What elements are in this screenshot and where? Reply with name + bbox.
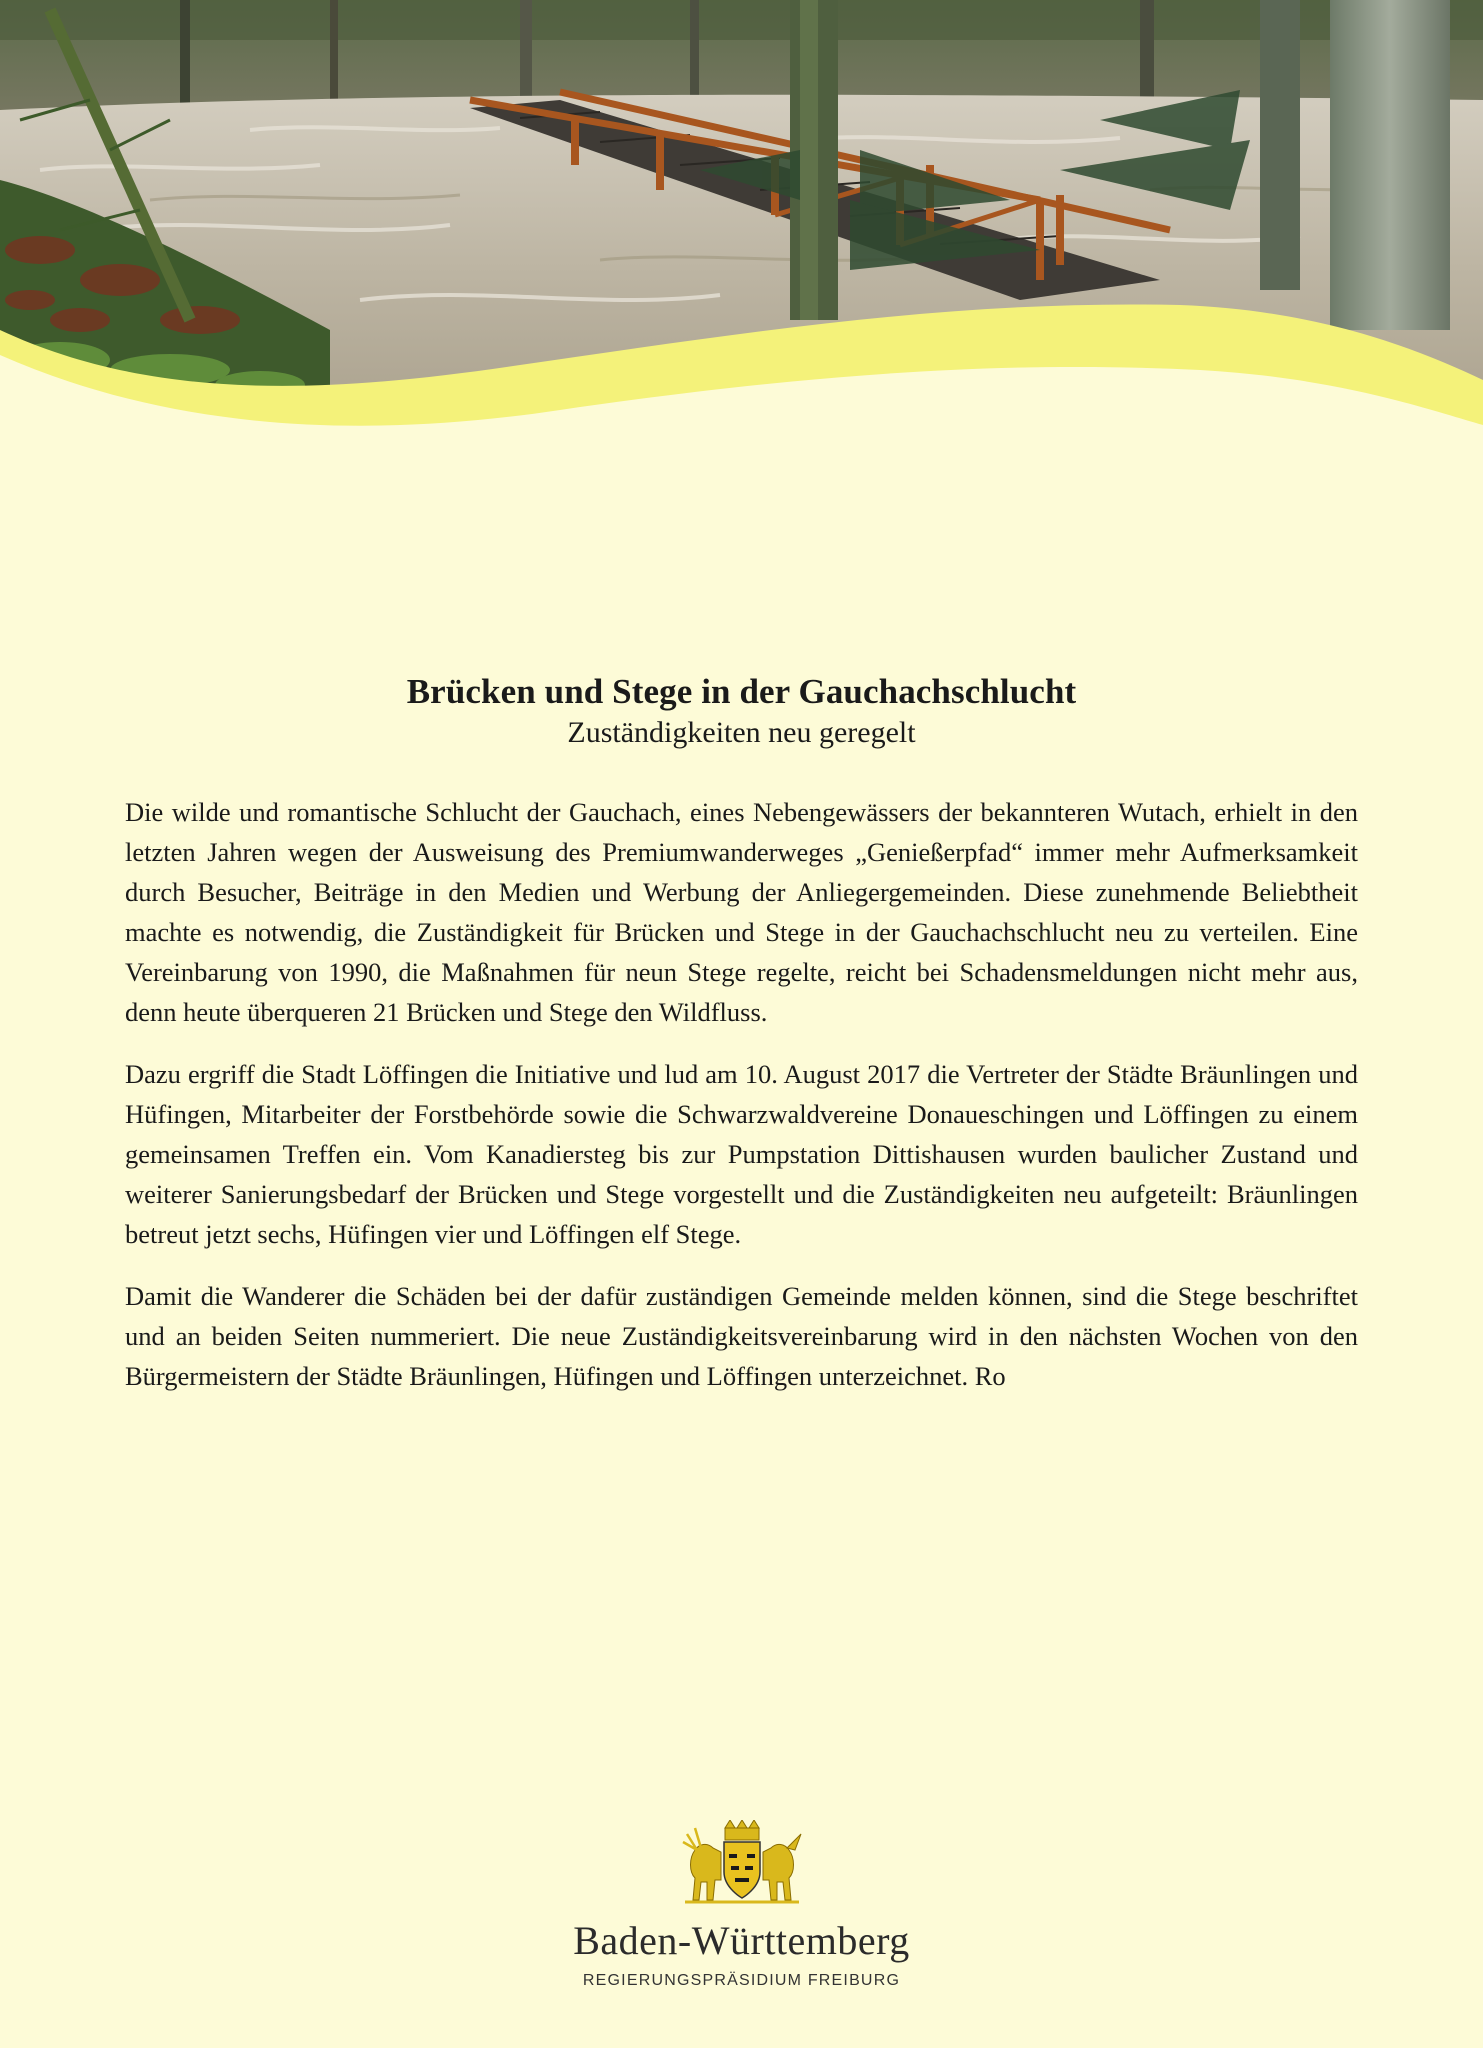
coat-of-arms-icon [677,1820,807,1910]
article-subtitle: Zuständigkeiten neu geregelt [567,716,916,749]
article-paragraph: Damit die Wanderer die Schäden bei der dafür zuständigen Gemeinde melden können, sind die Stege beschriftet und an beiden Seiten nummeriert. Die neue Zuständigkeitsvereinbarung wird in den nächsten Wochen von den Bürgermeistern der Städte Bräunlingen, Hüfingen und Löffingen unterzeichnet. Ro [125,1281,1358,1391]
gorge-bridge-illustration [0,0,1483,440]
article [125,670,1358,1418]
article-title: Brücken und Stege in der Gauchachschlucht [406,672,1077,711]
state-name: Baden-Württemberg [573,1918,910,1963]
header-photo [0,0,1483,440]
article-paragraph: Dazu ergriff die Stadt Löffingen die Initiative und lud am 10. August 2017 die Vertreter der Städte Bräunlingen und Hüfingen, Mitarbeiter der Forstbehörde sowie die Schwarzwaldvereine Donaueschingen und Löffingen zu einem gemeinsamen Treffen ein. Vom Kanadiersteg bis zur Pumpstation Dittishausen wurden baulicher Zustand und weiterer Sanierungsbedarf der Brücken und Stege vorgestellt und die Zuständigkeiten neu aufgeteilt: Bräunlingen betreut jetzt sechs, Hüfingen vier und Löffingen elf Stege. [125,1059,1358,1249]
footer-logo [0,1820,1483,1990]
agency-name: REGIERUNGSPRÄSIDIUM FREIBURG [582,1972,901,1989]
article-paragraph: Die wilde und romantische Schlucht der Gauchach, eines Nebengewässers der bekannteren Wutach, erhielt in den letzten Jahren wegen der Ausweisung des Premiumwanderweges „Genießerpfad“ immer mehr Aufmerksamkeit durch Besucher, Beiträge in den Medien und Werbung der Anliegergemeinden. Diese zunehmende Beliebtheit machte es notwendig, die Zuständigkeit für Brücken und Stege in der Gauchachschlucht neu zu verteilen. Eine Vereinbarung von 1990, die Maßnahmen für neun Stege regelte, reicht bei Schadensmeldungen nicht mehr aus, denn heute überqueren 21 Brücken und Stege den Wildfluss. [125,797,1358,1027]
